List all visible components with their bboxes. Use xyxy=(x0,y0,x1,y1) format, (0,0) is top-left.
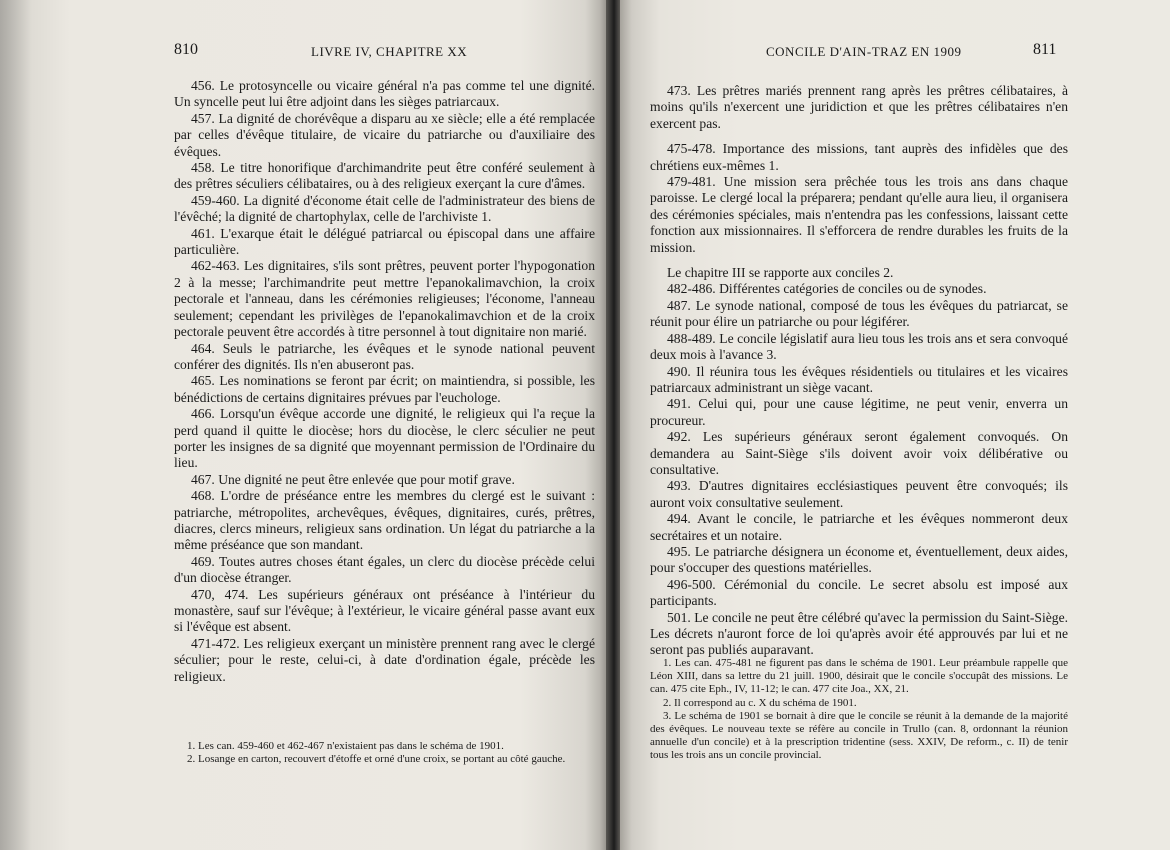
paragraph: 501. Le concile ne peut être célébré qu'avec la permission du Saint-Siège. Les décrets n'auront force de loi qu'après avoir été approuvés par lui et ne seront pas publiés auparavant. xyxy=(650,609,1068,658)
paragraph: 479-481. Une mission sera prêchée tous les trois ans dans chaque paroisse. Le clergé local la préparera; pendant qu'elle aura lieu, il organisera des cérémonies spéciales, mais n'entendra pas les confessions, laissant cette fonction aux missionnaires. Il s'efforcera de rendre durables les fruits de la mission. xyxy=(650,174,1068,255)
paragraph: 491. Celui qui, pour une cause légitime, ne peut venir, enverra un procureur. xyxy=(650,396,1068,428)
paragraph: 482-486. Différentes catégories de conciles ou de synodes. xyxy=(667,281,987,297)
paragraph: 462-463. Les dignitaires, s'ils sont prêtres, peuvent porter l'hypogonation 2 à la messe; l'archimandrite peut mettre l'epanokalimavchion, la croix pectorale et l'anneau, dans les cérémonies religieuses; l'économe, l'anneau seulement; cependant les privilèges de l'epanokalimavchion et de la croix pectorale peuvent être accordés à titre personnel à tout dignitaire non marié. xyxy=(174,258,595,340)
left-footnotes xyxy=(174,740,595,766)
footnote: 1. Les can. 459-460 et 462-467 n'existaient pas dans le schéma de 1901. xyxy=(187,740,504,752)
footnote: 3. Le schéma de 1901 se bornait à dire que le concile se réunit à la demande de la majorité des évêques. Le nouveau texte se réfère au concile in Trullo (can. 8, ordonnant la réunion annuelle d'un concile) et à la prescription tridentine (sess. XXIV, De reform., c. II) de tenir tous les trois ans un concile provincial. xyxy=(650,709,1068,762)
right-body-text xyxy=(650,83,1068,659)
paragraph: 495. Le patriarche désignera un économe et, éventuellement, deux aides, pour s'occuper des questions matérielles. xyxy=(650,543,1068,576)
paragraph: 457. La dignité de chorévêque a disparu au xe siècle; elle a été remplacée par celles d'évêque titulaire, de vicaire du patriarche ou d'auxiliaire des évêques. xyxy=(174,110,595,159)
paragraph: 487. Le synode national, composé de tous les évêques du patriarcat, se réunit pour élire un patriarche ou pour légiférer. xyxy=(650,297,1068,330)
paragraph: 465. Les nominations se feront par écrit; on maintiendra, si possible, les bénédictions de certains dignitaires prévues par l'euchologe. xyxy=(174,373,595,405)
paragraph: 468. L'ordre de préséance entre les membres du clergé est le suivant : patriarche, métropolites, archevêques, évêques, dignitaires, curés, prêtres, diacres, clercs mineurs, religieux sans ordination. Un légat du patriarche a la même préséance que son mandant. xyxy=(174,488,595,553)
paragraph: 456. Le protosyncelle ou vicaire général n'a pas comme tel une dignité. Un syncelle peut lui être adjoint dans les sièges patriarcaux. xyxy=(174,78,595,110)
paragraph: 461. L'exarque était le délégué patriarcal ou épiscopal dans une affaire particulière. xyxy=(174,225,595,258)
right-footnotes xyxy=(650,657,1068,763)
page-number: 811 xyxy=(1033,41,1057,58)
paragraph: 488-489. Le concile législatif aura lieu tous les trois ans et sera convoqué deux mois à l'avance 3. xyxy=(650,330,1068,363)
paragraph: 469. Toutes autres choses étant égales, un clerc du diocèse précède celui d'un diocèse étranger. xyxy=(174,553,595,586)
footnote: 2. Il correspond au c. X du schéma de 1901. xyxy=(663,696,857,709)
paragraph: 493. D'autres dignitaires ecclésiastiques peuvent être convoqués; ils auront voix consultative seulement. xyxy=(650,478,1068,510)
paragraph: 494. Avant le concile, le patriarche et les évêques nommeront deux secrétaires et un notaire. xyxy=(650,511,1068,543)
paragraph: 458. Le titre honorifique d'archimandrite peut être conféré seulement à des prêtres séculiers célibataires, ou à des religieux exerçant la cure d'âmes. xyxy=(174,160,595,192)
paragraph: 471-472. Les religieux exerçant un ministère prennent rang avec le clergé séculier; pour le reste, celui-ci, à date d'ordination égale, précède les religieux. xyxy=(174,635,595,684)
paragraph: 496-500. Cérémonial du concile. Le secret absolu est imposé aux participants. xyxy=(650,576,1068,609)
paragraph: 492. Les supérieurs généraux seront également convoqués. On demandera au Saint-Siège s'ils doivent avoir voix délibérative ou consultative. xyxy=(650,429,1068,477)
paragraph: 467. Une dignité ne peut être enlevée que pour motif grave. xyxy=(191,471,515,487)
paragraph: 466. Lorsqu'un évêque accorde une dignité, le religieux qui l'a reçue la perd quand il quitte le diocèse; hors du diocèse, le clerc séculier ne peut porter les insignes de sa dignité que moyennant permission de l'Ordinaire du lieu. xyxy=(174,406,595,471)
paragraph: 464. Seuls le patriarche, les évêques et le synode national peuvent conférer des dignités. Ils n'en abuseront pas. xyxy=(174,340,595,372)
paragraph: 470, 474. Les supérieurs généraux ont préséance à l'intérieur du monastère, sauf sur l'évêque; à l'extérieur, le vicaire général passe avant eux si l'évêque est absent. xyxy=(174,586,595,635)
page-edge-shadow xyxy=(0,0,32,850)
running-head: LIVRE IV, CHAPITRE XX xyxy=(311,44,468,59)
left-body-text xyxy=(174,78,595,685)
paragraph: 475-478. Importance des missions, tant auprès des infidèles que des chrétiens eux-mêmes 1. xyxy=(650,141,1068,173)
paragraph: 473. Les prêtres mariés prennent rang après les prêtres célibataires, à moins qu'ils n'exercent une juridiction et que les prêtres célibataires n'en exercent pas. xyxy=(650,83,1068,131)
paragraph: 490. Il réunira tous les évêques résidentiels ou titulaires et les vicaires patriarcaux administrant un siège vacant. xyxy=(650,363,1068,395)
page-number: 810 xyxy=(174,41,198,58)
running-head: CONCILE D'AIN-TRAZ EN 1909 xyxy=(766,44,962,59)
right-page xyxy=(620,0,1170,850)
paragraph: 459-460. La dignité d'économe était celle de l'administrateur des biens de l'évêché; la dignité de chartophylax, celle de l'archiviste 1. xyxy=(174,192,595,225)
paragraph: Le chapitre III se rapporte aux conciles 2. xyxy=(667,265,894,281)
footnote: 1. Les can. 475-481 ne figurent pas dans le schéma de 1901. Leur préambule rappelle que Léon XIII, dans sa lettre du 21 juill. 1900, désirait que le concile s'occupât des missions. Le can. 475 cite Eph., IV, 11-12; le can. 477 cite Joa., XX, 21. xyxy=(650,657,1068,696)
footnote: 2. Losange en carton, recouvert d'étoffe et orné d'une croix, se portant au côté gauche. xyxy=(187,753,566,766)
